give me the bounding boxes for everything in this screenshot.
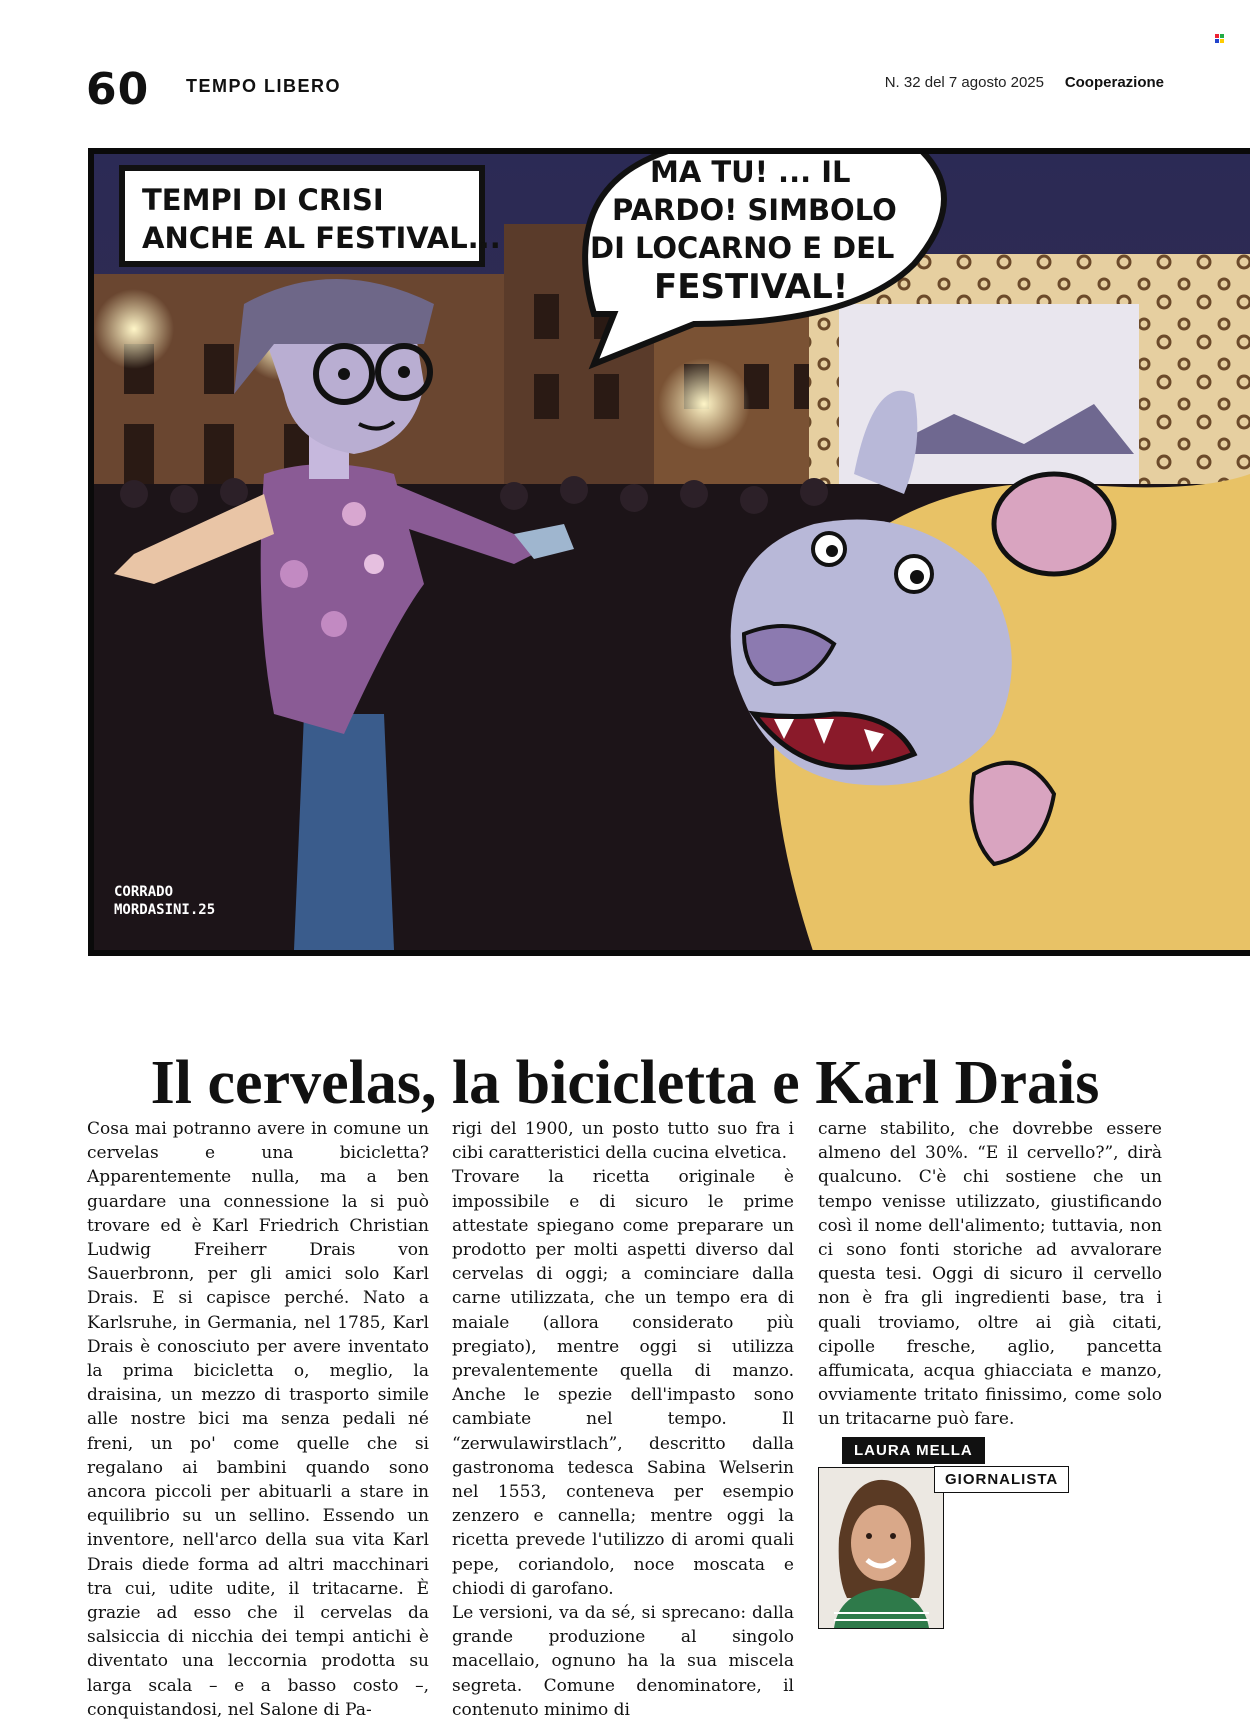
author-name: LAURA MELLA (842, 1437, 985, 1464)
column1-text: Cosa mai potranno avere in comune un cervelas e una bicicletta? Apparentemente nulla, ma a ben guardare una connessione la si può trovare ed è Karl Friedrich Christian Ludwig Freiherr Drais von Sauerbronn, per gli amici solo Karl Drais. E si capisce perché. Nato a Karlsruhe, in Germania, nel 1785, Karl Drais è conosciuto per avere inventato la prima bicicletta o, meglio, la draisina, un mezzo di trasporto simile alle nostre bici ma senza pedali né freni, un po' come quelle che si regalano ai bambini quando sono ancora piccoli per abituarli a stare in equilibrio su un sellino. Essendo un inventore, nell'arco della sua vita Karl Drais diede forma ad altri macchinari tra cui, udite udite, il tritacarne. È grazie ad esso che il cervelas da salsiccia di nicchia dei tempi antichi è diventato una leccornia prodotta su larga scala – e a basso costo –, conquistandosi, nel Salone di Pa- (87, 1119, 429, 1720)
bubble-right-line1: MA TU! ... IL (650, 155, 851, 189)
issue-info: N. 32 del 7 agosto 2025 (884, 74, 1044, 91)
article-headline: Il cervelas, la bicicletta e Karl Drais (150, 1048, 1100, 1117)
column2-text-c: Le versioni, va da sé, si sprecano: dalla grande produzione al singolo macellaio, ognuno ha la sua miscela segreta. Comune denominatore, il contenuto minimo di (452, 1603, 794, 1720)
bubble-left-line1: TEMPI DI CRISI (142, 183, 384, 217)
column2-text-b: Trovare la ricetta originale è impossibile e di sicuro le prime attestate spiegano come preparare un prodotto per molti aspetti diverso dal cervelas di oggi; a cominciare dalla carne utilizzata, che un tempo era di maiale (allora considerato più pregiato), mentre oggi si utilizza prevalentemente quella di manzo. Anche le spezie dell'impasto sono cambiate nel tempo. Il “zerwulawirstlach”, descritto dalla gastronoma tedesca Sabina Welserin nel 1553, conteneva per esempio zenzero e cannella; mentre oggi la ricetta prevede l'utilizzo di aromi quali pepe, coriandolo, noce moscata e chiodi di garofano. (452, 1167, 794, 1599)
article-column-1 (87, 1117, 429, 1722)
article-column-3 (818, 1117, 1162, 1432)
signature-line1: CORRADO (114, 884, 174, 900)
bubble-left-line2: ANCHE AL FESTIVAL... (142, 221, 501, 255)
publication-name: Cooperazione (1064, 74, 1164, 91)
color-registration-mark (1215, 34, 1224, 43)
speech-box-left (122, 168, 501, 264)
bubble-right-line4: FESTIVAL! (654, 267, 849, 307)
cartoon-illustration (94, 154, 1250, 950)
column2-text-a: rigi del 1900, un posto tutto suo fra i cibi caratteristici della cucina elvetica. (452, 1119, 794, 1164)
page-header (86, 66, 1164, 118)
section-title: TEMPO LIBERO (186, 76, 342, 96)
author-photo (818, 1467, 944, 1629)
bubble-right-line3: DI LOCARNO E DEL (590, 231, 895, 265)
editorial-cartoon (88, 148, 1250, 956)
author-role: GIORNALISTA (934, 1466, 1069, 1493)
article-column-2 (452, 1117, 794, 1722)
bubble-right-line2: PARDO! SIMBOLO (612, 193, 897, 227)
signature-line2: MORDASINI.25 (114, 902, 216, 918)
author-byline (818, 1437, 1076, 1633)
column3-text: carne stabilito, che dovrebbe essere almeno del 30%. “E il cervello?”, dirà qualcuno. C'è chi sostiene che un tempo venisse utilizzato, giustificando così il nome dell'alimento; tuttavia, non ci sono fonti storiche ad avvalorare questa tesi. Oggi di sicuro il cervello non è fra gli ingredienti base, tra i quali troviamo, oltre ai già citati, cipolle fresche, aglio, pancetta affumicata, acqua ghiacciata e manzo, ovviamente tritato finissimo, come solo un tritacarne può fare. (818, 1119, 1162, 1430)
page-number: 60 (86, 64, 150, 115)
